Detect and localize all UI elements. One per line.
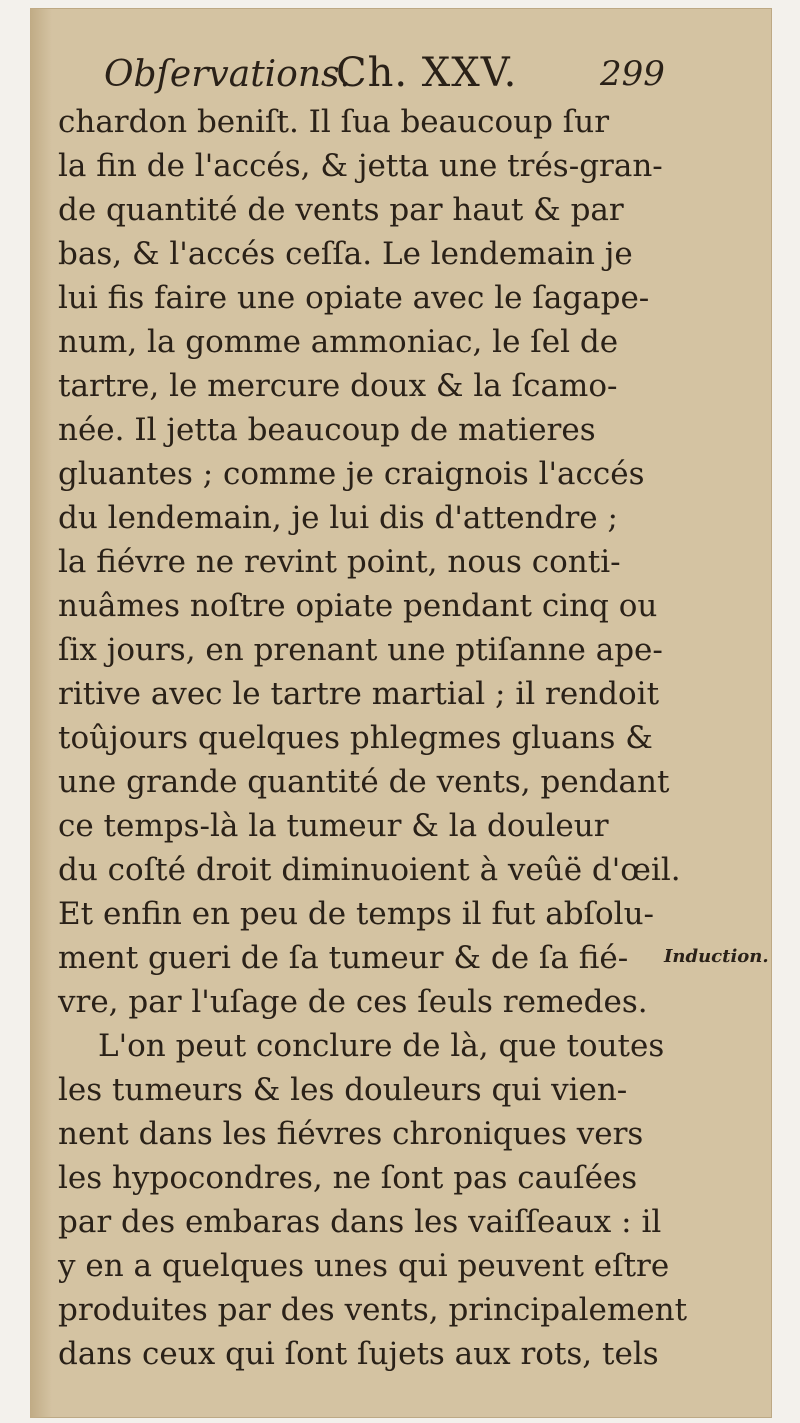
text-line: née. Il jetta beaucoup de matieres: [58, 412, 596, 448]
running-title: Obſervations.: [104, 54, 351, 95]
body-text: [58, 100, 688, 1376]
text-line: gluantes ; comme je craignois l'accés: [58, 456, 645, 492]
chapter-number: Ch. XXV.: [336, 50, 518, 96]
text-line: ſix jours, en prenant une ptiſanne ape-: [58, 632, 663, 668]
text-line: ment gueri de ſa tumeur & de ſa fié-: [58, 940, 629, 976]
text-line: les hypocondres, ne ſont pas cauſées: [58, 1160, 638, 1196]
text-line: ce temps-là la tumeur & la douleur: [58, 808, 609, 844]
text-line: la fiévre ne revint point, nous conti-: [58, 544, 621, 580]
text-line: tartre, le mercure doux & la ſcamo-: [58, 368, 618, 404]
margin-note: Induction.: [664, 946, 769, 967]
paragraph-first-line: L'on peut conclure de là, que toutes: [98, 1028, 665, 1064]
text-line: chardon beniſt. Il ſua beaucoup ſur: [58, 104, 610, 140]
text-line: produites par des vents, principalement: [58, 1292, 688, 1328]
page-gutter-shadow: [30, 8, 52, 1418]
text-line: dans ceux qui ſont ſujets aux rots, tels: [58, 1336, 659, 1372]
text-line: nuâmes noſtre opiate pendant cinq ou: [58, 588, 658, 624]
text-line: vre, par l'uſage de ces ſeuls remedes.: [58, 984, 648, 1020]
page-number: 299: [600, 54, 665, 94]
text-line: du coſté droit diminuoient à veûë d'œil.: [58, 852, 681, 888]
text-line: ritive avec le tartre martial ; il rendoit: [58, 676, 660, 712]
text-line: bas, & l'accés ceſſa. Le lendemain je: [58, 236, 633, 272]
text-line: num, la gomme ammoniac, le ſel de: [58, 324, 619, 360]
text-line: par des embaras dans les vaiſſeaux : il: [58, 1204, 662, 1240]
text-line: les tumeurs & les douleurs qui vien-: [58, 1072, 628, 1108]
text-line: Et enfin en peu de temps il fut abſolu-: [58, 896, 655, 932]
text-line: y en a quelques unes qui peuvent eſtre: [58, 1248, 670, 1284]
text-line: la fin de l'accés, & jetta une trés-gran-: [58, 148, 663, 184]
text-line: lui fis faire une opiate avec le ſagape-: [58, 280, 650, 316]
running-header: [100, 48, 665, 108]
text-line: de quantité de vents par haut & par: [58, 192, 624, 228]
text-line: toûjours quelques phlegmes gluans &: [58, 720, 653, 756]
text-line: du lendemain, je lui dis d'attendre ;: [58, 500, 618, 536]
text-line: une grande quantité de vents, pendant: [58, 764, 670, 800]
text-line: nent dans les fiévres chroniques vers: [58, 1116, 644, 1152]
